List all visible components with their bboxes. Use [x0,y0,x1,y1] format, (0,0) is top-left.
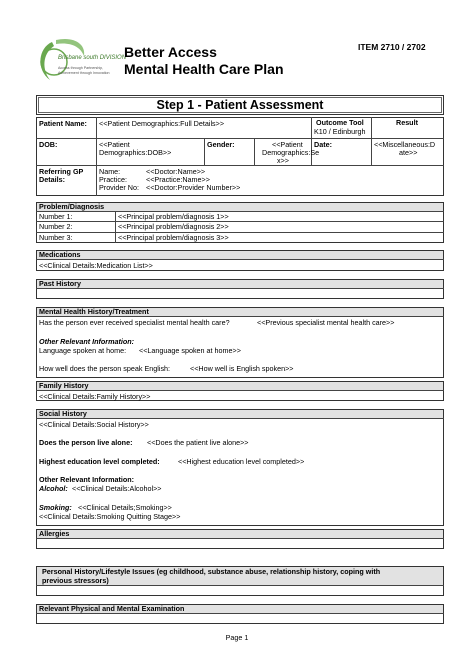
gender-label: Gender: [207,140,235,149]
personal-history-heading-line1: Personal History/Lifestyle Issues (eg childhood, substance abuse, relationship history, coping with [42,567,381,576]
problem-3-value[interactable]: <<Principal problem/diagnosis 3>> [118,233,229,242]
family-history-heading: Family History [39,381,89,390]
personal-history-field[interactable] [37,586,443,595]
medications-heading: Medications [39,250,81,259]
dob-value-line1[interactable]: <<Patient [99,140,130,149]
outcome-tool-label: Outcome Tool [316,118,364,127]
smoking-value[interactable]: <<Clinical Details;Smoking>> [78,503,172,512]
gp-label-line2: Details: [39,175,65,184]
problem-1-value[interactable]: <<Principal problem/diagnosis 1>> [118,212,229,221]
allergies-field[interactable] [37,539,443,548]
gp-name-label: Name: [99,167,121,176]
misc-date-line2[interactable]: ate>> [399,148,418,157]
live-alone-question: Does the person live alone: [39,438,133,447]
education-value[interactable]: <<Highest education level completed>> [178,457,305,466]
social-history-heading: Social History [39,409,87,418]
smoking-label: Smoking: [39,503,72,512]
past-history-heading: Past History [39,279,81,288]
misc-date-line1[interactable]: <<Miscellaneous:D [374,140,436,149]
problem-3-label: Number 3: [39,233,73,242]
step-title: Step 1 - Patient Assessment [156,98,324,112]
live-alone-value[interactable]: <<Does the patient live alone>> [147,438,249,447]
problem-2-value[interactable]: <<Principal problem/diagnosis 2>> [118,222,229,231]
allergies-heading: Allergies [39,529,70,538]
language-value[interactable]: <<Language spoken at home>> [139,346,241,355]
english-value[interactable]: <<How well is English spoken>> [190,364,294,373]
social-other-info-heading: Other Relevant Information: [39,475,135,484]
medications-value[interactable]: <<Clinical Details:Medication List>> [39,261,153,270]
gp-practice-value[interactable]: <<Practice:Name>> [146,175,210,184]
logo-tagline: Access through Partnership, Achievement through Innovation [58,66,110,75]
smoking-quit-value[interactable]: <<Clinical Details:Smoking Quitting Stage>> [39,512,181,521]
english-question: How well does the person speak English: [39,364,171,373]
mh-other-info-heading: Other Relevant Information: [39,337,135,346]
physical-exam-field[interactable] [37,614,443,623]
gp-name-value[interactable]: <<Doctor:Name>> [146,167,206,176]
alcohol-value[interactable]: <<Clinical Details:Alcohol>> [72,484,162,493]
specialist-care-value[interactable]: <<Previous specialist mental health care>> [257,318,395,327]
patient-name-value[interactable]: <<Patient Demographics:Full Details>> [99,119,225,128]
past-history-field[interactable] [37,289,443,298]
mental-health-heading: Mental Health History/Treatment [39,307,149,316]
gender-value-line1[interactable]: <<Patient [272,140,303,149]
gender-value-line2[interactable]: Demographics:Se [262,148,320,157]
specialist-care-question: Has the person ever received specialist mental health care? [39,318,230,327]
problem-heading: Problem/Diagnosis [39,202,105,211]
doc-title-line1: Better Access [124,44,217,60]
patient-name-label: Patient Name: [39,119,87,128]
language-question: Language spoken at home: [39,346,127,355]
problem-2-label: Number 2: [39,222,73,231]
item-number: ITEM 2710 / 2702 [358,42,426,52]
education-question: Highest education level completed: [39,457,160,466]
division-logo [34,36,118,88]
gp-provider-label: Provider No: [99,183,139,192]
dob-value-line2[interactable]: Demographics:DOB>> [99,148,172,157]
social-history-value[interactable]: <<Clinical Details:Social History>> [39,420,149,429]
logo-text: Brisbane south DIVISION [58,55,127,61]
result-label: Result [396,118,418,127]
gp-label-line1: Referring GP [39,167,84,176]
gender-value-line3[interactable]: x>> [277,156,289,165]
gp-practice-label: Practice: [99,175,127,184]
dob-label: DOB: [39,140,58,149]
outcome-tool-value: K10 / Edinburgh [314,127,366,136]
personal-history-heading-line2: previous stressors) [42,576,109,585]
doc-title-line2: Mental Health Care Plan [124,61,284,77]
problem-1-label: Number 1: [39,212,73,221]
physical-exam-heading: Relevant Physical and Mental Examination [39,604,185,613]
page-number: Page 1 [225,633,249,642]
family-history-value[interactable]: <<Clinical Details:Family History>> [39,392,151,401]
gp-provider-value[interactable]: <<Doctor:Provider Number>> [146,183,241,192]
alcohol-label: Alcohol: [39,484,68,493]
swoosh-logo-icon [34,36,118,88]
date-label: Date: [314,140,332,149]
